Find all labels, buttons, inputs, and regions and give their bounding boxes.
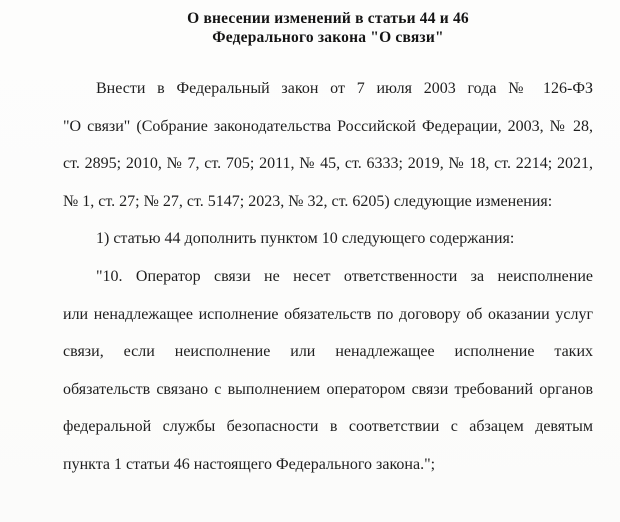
body-line-5: 1) статью 44 дополнить пунктом 10 следующего содержания: [96,230,515,248]
body-line-8: связи, если неисполнение или ненадлежащее исполнение таких [63,343,593,361]
body-line-1: Внести в Федеральный закон от 7 июля 2003 года № 126-ФЗ [96,80,593,97]
body-line-4: № 1, ст. 27; № 27, ст. 5147; 2023, № 32, ст. 6205) следующие изменения: [63,192,553,210]
document-title [63,9,593,47]
body-line-6: "10. Оператор связи не несет ответственности за неисполнение [96,267,593,285]
body-line-10: федеральной службы безопасности в соответствии с абзацем девятым [63,418,593,436]
body-line-7: или ненадлежащее исполнение обязательств по договору об оказании услуг [63,305,593,323]
body-line-3: ст. 2895; 2010, № 7, ст. 705; 2011, № 45, ст. 6333; 2019, № 18, ст. 2214; 2021, [63,155,593,173]
title-line-1: О внесении изменений в статьи 44 и 46 [187,10,469,27]
document-body [63,70,593,484]
body-line-9: обязательств связано с выполнением оператором связи требований органов [63,380,593,398]
body-line-11: пункта 1 статьи 46 настоящего Федерального закона."; [63,455,436,473]
title-line-2: Федерального закона "О связи" [212,29,444,46]
body-line-2: "О связи" (Собрание законодательства Российской Федерации, 2003, № 28, [63,117,593,135]
